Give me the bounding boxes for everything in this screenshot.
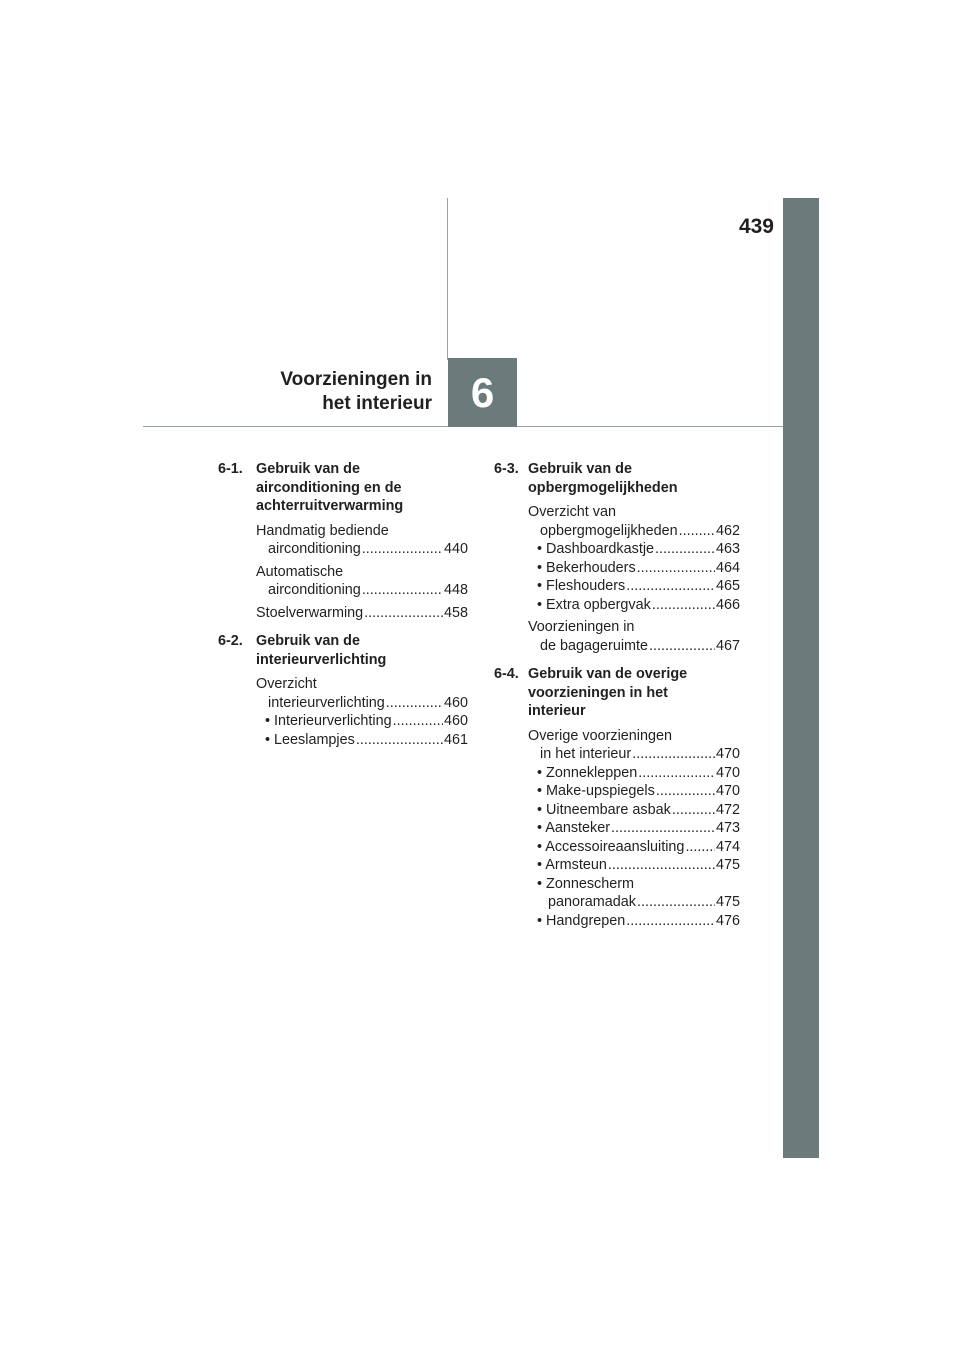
entry-page: 475 — [715, 894, 740, 910]
entry-page: 466 — [715, 596, 740, 613]
section-title-line: opbergmogelijkheden — [528, 479, 678, 496]
section-title-line: Gebruik van de — [528, 461, 632, 477]
entry-page: 458 — [443, 604, 468, 621]
section-number: 6-3. — [494, 461, 519, 477]
entry-page: 440 — [443, 541, 468, 557]
entry-label: • Zonnekleppen — [537, 764, 638, 781]
dot-leader — [679, 522, 715, 541]
dot-leader — [362, 581, 443, 600]
section-title-line: interieur — [528, 703, 586, 719]
entry-label: • Zonnescherm — [537, 875, 635, 892]
dot-leader — [386, 694, 443, 713]
toc-sub-entry[interactable] — [256, 712, 468, 731]
toc-section-6-3 — [494, 460, 740, 655]
dot-leader — [637, 559, 715, 578]
entry-label: • Bekerhouders — [537, 559, 636, 576]
dot-leader — [626, 912, 715, 931]
section-title-line: interieurverlichting — [256, 651, 387, 668]
entry-page: 474 — [715, 838, 740, 855]
section-number: 6-2. — [218, 633, 243, 649]
toc-sub-entry[interactable] — [528, 782, 740, 801]
entry-label: • Dashboardkastje — [537, 541, 655, 557]
entry-page: 472 — [715, 801, 740, 818]
toc-sub-entry[interactable] — [528, 540, 740, 559]
section-title[interactable] — [528, 665, 740, 721]
entry-label: Stoelverwarming — [256, 604, 364, 621]
entry-label: airconditioning — [268, 582, 361, 598]
entry-page: 463 — [715, 541, 740, 557]
dot-leader — [637, 893, 715, 912]
section-number: 6-4. — [494, 666, 519, 682]
dot-leader — [611, 819, 715, 838]
toc-entry[interactable] — [256, 522, 468, 559]
dot-leader — [649, 637, 715, 656]
entry-page: 470 — [715, 764, 740, 781]
page-number: 439 — [738, 215, 774, 238]
toc-sub-entry[interactable] — [528, 559, 740, 578]
toc-sub-entry[interactable] — [528, 819, 740, 838]
toc-sub-entry[interactable] — [528, 764, 740, 783]
entry-label: • Extra opbergvak — [537, 596, 651, 613]
toc-entry[interactable] — [528, 727, 740, 931]
toc-entry[interactable] — [256, 675, 468, 749]
vertical-divider — [447, 198, 448, 360]
entry-page: 475 — [715, 857, 740, 873]
toc-sub-entry[interactable] — [528, 577, 740, 596]
toc-entry[interactable] — [528, 618, 740, 655]
toc-sub-entry[interactable] — [256, 731, 468, 750]
entry-label: • Uitneembare asbak — [537, 801, 671, 818]
dot-leader — [652, 596, 715, 615]
toc-section-6-1 — [218, 460, 468, 622]
toc-sub-entry[interactable] — [528, 856, 740, 875]
entry-page: 470 — [715, 746, 740, 762]
dot-leader — [364, 604, 443, 623]
entry-page: 465 — [715, 578, 740, 594]
chapter-number-box: 6 — [448, 358, 517, 427]
entry-page: 464 — [715, 559, 740, 576]
toc-entry[interactable] — [528, 503, 740, 614]
entry-page: 476 — [715, 912, 740, 929]
toc-sub-entry[interactable] — [528, 838, 740, 857]
entry-page: 448 — [443, 582, 468, 598]
entry-label: Voorzieningen in — [528, 619, 635, 635]
entry-label: • Leeslampjes — [265, 731, 355, 748]
dot-leader — [632, 745, 715, 764]
section-title-line: Gebruik van de — [256, 633, 360, 649]
entry-page: 470 — [715, 783, 740, 799]
toc-column-left — [218, 460, 468, 759]
toc-sub-entry[interactable] — [528, 596, 740, 615]
entry-label: de bagageruimte — [540, 637, 649, 654]
entry-label: • Handgrepen — [537, 912, 626, 929]
entry-page: 460 — [443, 713, 468, 729]
section-title-line: Gebruik van de overige — [528, 666, 688, 682]
entry-page: 461 — [443, 731, 468, 748]
entry-label: • Interieurverlichting — [265, 713, 392, 729]
entry-label: • Armsteun — [537, 857, 607, 873]
entry-page: 462 — [715, 522, 740, 539]
entry-label: in het interieur — [540, 746, 632, 762]
dot-leader — [685, 838, 715, 857]
entry-label: Handmatig bediende — [256, 522, 389, 539]
chapter-side-tab — [783, 198, 819, 1158]
toc-column-right — [494, 460, 740, 940]
section-title[interactable] — [256, 632, 468, 669]
entry-label: airconditioning — [268, 541, 361, 557]
section-number: 6-1. — [218, 461, 243, 477]
entry-label: • Accessoireaansluiting — [537, 838, 685, 855]
entry-label: Overzicht — [256, 676, 317, 692]
dot-leader — [638, 764, 715, 783]
chapter-title-line: het interieur — [322, 393, 432, 414]
entry-label: interieurverlichting — [268, 694, 385, 711]
entry-label: opbergmogelijkheden — [540, 522, 678, 539]
dot-leader — [626, 577, 715, 596]
entry-page: 473 — [715, 820, 740, 836]
entry-page: 467 — [715, 637, 740, 654]
toc-entry[interactable] — [256, 604, 468, 623]
toc-section-6-2 — [218, 632, 468, 749]
entry-label: • Aansteker — [537, 820, 611, 836]
section-title[interactable] — [256, 460, 468, 516]
dot-leader — [608, 856, 715, 875]
entry-label: Overzicht van — [528, 504, 616, 520]
section-title-line: voorzieningen in het — [528, 684, 668, 701]
section-title-line: Gebruik van de — [256, 461, 360, 477]
chapter-title-line: Voorzieningen in — [280, 369, 432, 390]
toc-sub-entry[interactable] — [528, 801, 740, 820]
entry-label: • Fleshouders — [537, 578, 626, 594]
section-title-line: achterruitverwarming — [256, 498, 404, 514]
entry-label: Automatische — [256, 563, 344, 580]
dot-leader — [393, 712, 443, 731]
entry-page: 460 — [443, 694, 468, 711]
dot-leader — [362, 540, 443, 559]
section-title-line: airconditioning en de — [256, 479, 402, 496]
entry-label: Overige voorzieningen — [528, 727, 672, 744]
toc-sub-entry[interactable] — [528, 912, 740, 931]
dot-leader — [672, 801, 715, 820]
dot-leader — [656, 782, 715, 801]
section-title[interactable] — [528, 460, 740, 497]
entry-label: panoramadak — [548, 894, 637, 910]
toc-section-6-4 — [494, 665, 740, 930]
toc-sub-entry[interactable] — [528, 875, 740, 912]
dot-leader — [356, 731, 443, 750]
dot-leader — [655, 540, 715, 559]
toc-entry[interactable] — [256, 563, 468, 600]
chapter-title — [200, 368, 432, 416]
entry-label: • Make-upspiegels — [537, 783, 655, 799]
